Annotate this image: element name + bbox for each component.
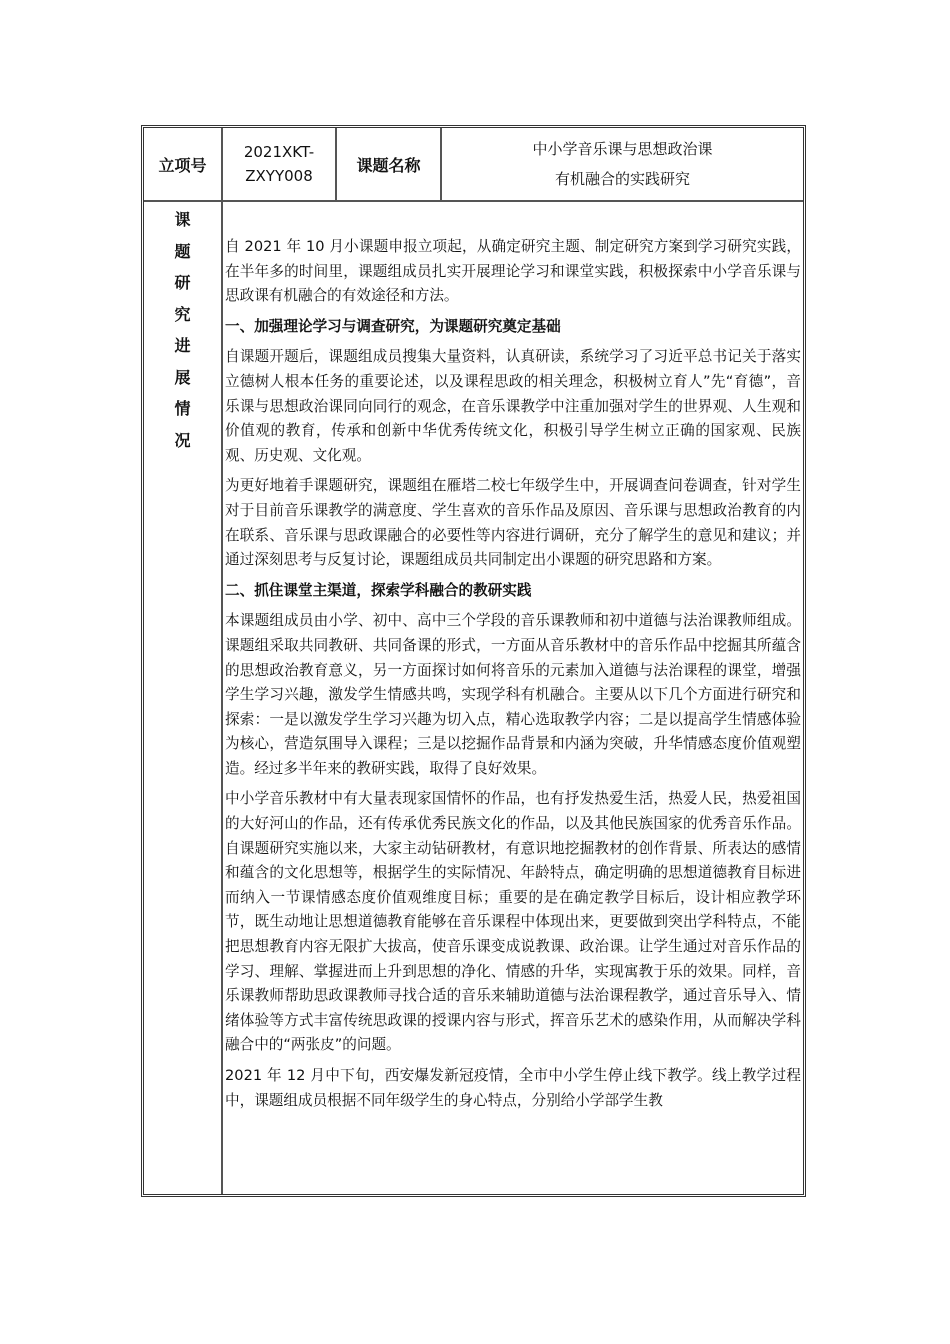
project-title-label-text: 课题名称 — [356, 155, 421, 175]
section-2-paragraph-1: 本课题组成员由小学、初中、高中三个学段的音乐课教师和初中道德与法治课教师组成。课题组采取共同教研、共同备课的形式，一方面从音乐教材中的音乐作品中挖掘其所蕴含的思想政治教育意义，另一方面探讨如何将音乐的元素加入道德与法治课程的课堂，增强学生学习兴趣，激发学生情感共鸣，实现学科有机融合。主要从以下几个方面进行研究和探索：一是以激发学生学习兴趣为切入点，精心选取教学内容；二是以提高学生情感体验为核心，营造氛围导入课程；三是以挖掘作品背景和内涵为突破，升华情感态度价值观塑造。经过多半年来的教研实践，取得了良好效果。 — [225, 612, 801, 777]
project-number-label-text: 立项号 — [158, 155, 207, 175]
section-1-paragraph-2: 为更好地着手课题研究，课题组在雁塔二校七年级学生中，开展调查问卷调查，针对学生对于目前音乐课教学的满意度、学生喜欢的音乐作品及原因、音乐课与思想政治教育的内在联系、音乐课与思政课融合的必要性等内容进行调研，充分了解学生的意见和建议；并通过深刻思考与反复讨论，课题组成员共同制定出小课题的研究思路和方案。 — [225, 477, 801, 569]
side-label-char: 课 — [174, 210, 191, 229]
intro-paragraph: 自 2021 年 10 月小课题申报立项起，从确定研究主题、制定研究方案到学习研究实践，在半年多的时间里，课题组成员扎实开展理论学习和课堂实践，积极探索中小学音乐课与思政课有机融合的有效途径和方法。 — [225, 238, 801, 305]
project-title-value — [442, 128, 803, 200]
section-1-paragraph-1: 自课题开题后，课题组成员搜集大量资料，认真研读，系统学习了习近平总书记关于落实立德树人根本任务的重要论述，以及课程思政的相关理念，积极树立育人”先“育德”，音乐课与思想政治课同向同行的观念，在音乐课教学中注重加强对学生的世界观、人生观和价值观的教育，传承和创新中华优秀传统文化，积极引导学生树立正确的国家观、民族观、历史观、文化观。 — [225, 348, 801, 464]
progress-side-label — [144, 202, 223, 1196]
progress-row — [144, 202, 803, 1196]
project-report-table — [141, 125, 806, 1197]
project-title-label — [337, 128, 442, 200]
section-2-paragraph-3: 2021 年 12 月中下旬，西安爆发新冠疫情，全市中小学生停止线下教学。线上教学过程中，课题组成员根据不同年级学生的身心特点，分别给小学部学生教 — [225, 1067, 801, 1109]
project-number-line1: 2021XKT- — [243, 143, 315, 161]
section-2-heading: 二、抓住课堂主渠道，探索学科融合的教研实践 — [225, 581, 532, 599]
side-label-char: 究 — [174, 304, 191, 324]
project-number-value — [223, 128, 337, 200]
project-number-line2: ZXYY008 — [245, 167, 313, 185]
project-title-line2: 有机融合的实践研究 — [554, 170, 690, 188]
section-2-paragraph-2: 中小学音乐教材中有大量表现家国情怀的作品，也有抒发热爱生活，热爱人民，热爱祖国的大好河山的作品，还有传承优秀民族文化的作品，以及其他民族国家的优秀音乐作品。自课题研究实施以来，大家主动钻研教材，有意识地挖掘教材的创作背景、所表达的感情和蕴含的文化思想等，根据学生的实际情况、年龄特点，确定明确的思想道德教育目标进而纳入一节课情感态度价值观维度目标；重要的是在确定教学目标后，设计相应教学环节，既生动地让思想道德教育能够在音乐课程中体现出来，更要做到突出学科特点，不能把思想教育内容无限扩大拔高，使音乐课变成说教课、政治课。让学生通过对音乐作品的学习、理解、掌握进而上升到思想的净化、情感的升华，实现寓教于乐的效果。同样，音乐课教师帮助思政课教师寻找合适的音乐来辅助道德与法治课程教学，通过音乐导入、情绪体验等方式丰富传统思政课的授课内容与形式，挥音乐艺术的感染作用，从而解决学科融合中的“两张皮”的问题。 — [225, 790, 801, 1054]
side-label-char: 题 — [174, 241, 191, 261]
section-1-heading: 一、加强理论学习与调查研究，为课题研究奠定基础 — [225, 317, 561, 335]
project-title-line1: 中小学音乐课与思想政治课 — [532, 140, 713, 158]
project-number-label — [144, 128, 223, 200]
side-label-char: 情 — [174, 399, 191, 418]
side-label-char: 况 — [174, 430, 191, 450]
side-label-char: 研 — [174, 273, 191, 292]
side-label-char: 进 — [174, 336, 191, 355]
header-row — [144, 128, 803, 202]
side-label-char: 展 — [174, 367, 191, 387]
progress-content — [225, 202, 803, 1196]
